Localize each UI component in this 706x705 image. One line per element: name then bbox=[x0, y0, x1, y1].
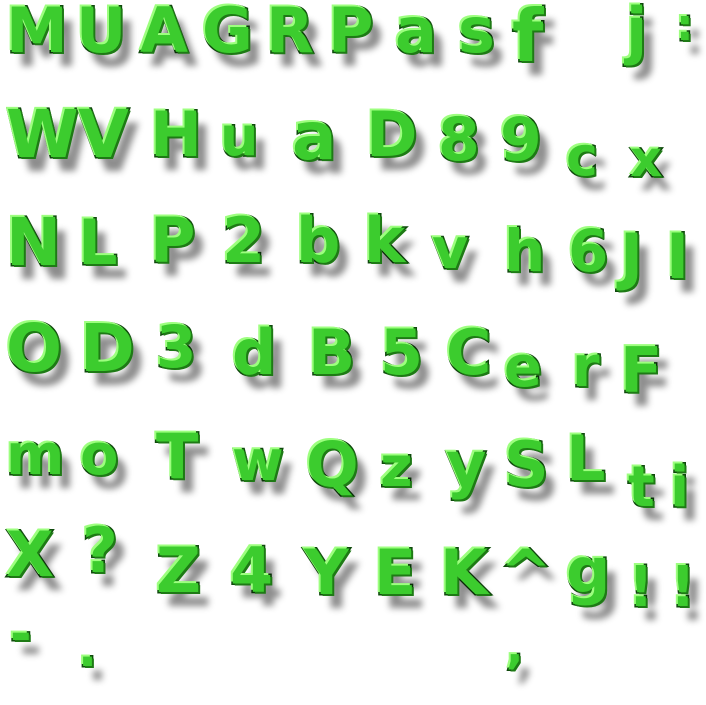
glyph-D-r1c5: D bbox=[366, 98, 418, 171]
glyph-t-r4c9: t bbox=[628, 455, 655, 520]
glyph-X-r5c0: X bbox=[6, 518, 54, 591]
glyph-u-r1c3: u bbox=[220, 105, 259, 168]
glyph-L-r4c8: L bbox=[566, 422, 606, 495]
glyph-B-r3c4: B bbox=[308, 316, 356, 389]
glyph-exclamation-r5c10: ! bbox=[670, 555, 696, 620]
glyph-5-r3c5: 5 bbox=[380, 316, 424, 389]
glyph-E-r5c5: E bbox=[374, 536, 417, 609]
glyph-y-r4c6: y bbox=[446, 428, 487, 501]
glyph-exclamation-r5c9: ! bbox=[628, 555, 654, 620]
glyph-P-r0c5: P bbox=[328, 0, 374, 67]
glyph-S-r4c7: S bbox=[504, 428, 549, 501]
glyph-V-r1c1: V bbox=[78, 96, 130, 173]
glyph-i-r4c10: i bbox=[670, 455, 690, 520]
glyph-J-r2c9: J bbox=[620, 220, 644, 293]
glyph-3-r3c2: 3 bbox=[156, 313, 197, 381]
glyph-question-mark-r5c1: ? bbox=[82, 514, 118, 587]
glyph-8-r1c6: 8 bbox=[438, 105, 480, 175]
glyph-O-r3c0: O bbox=[6, 310, 63, 387]
glyph-F-r3c9: F bbox=[620, 334, 663, 407]
glyph-o-r4c1: o bbox=[80, 423, 119, 488]
glyph-I-r2c10: I bbox=[666, 220, 690, 293]
glyph-v-r2c6: v bbox=[432, 217, 469, 282]
glyph-e-r3c7: e bbox=[504, 335, 542, 400]
glyph-x-r1c9: x bbox=[630, 130, 663, 188]
glyph-d-r3c3: d bbox=[232, 316, 277, 389]
glyph-c-r1c8: c bbox=[566, 125, 599, 188]
glyph-period-r6c1: . bbox=[78, 620, 97, 678]
glyph-U-r0c1: U bbox=[76, 0, 127, 67]
glyph-Y-r5c4: Y bbox=[304, 536, 349, 609]
glyph-L-r2c1: L bbox=[78, 206, 118, 279]
glyph-K-r5c6: K bbox=[440, 536, 489, 609]
glyph-2-r2c3: 2 bbox=[222, 204, 266, 277]
glyph-M-r0c0: M bbox=[6, 0, 68, 67]
glyph-comma-r6c2: , bbox=[506, 620, 524, 674]
glyph-j-r0c9: j bbox=[626, 0, 648, 67]
glyph-D-r3c1: D bbox=[80, 310, 135, 387]
glyph-h-r2c7: h bbox=[504, 217, 546, 285]
glyph-N-r2c0: N bbox=[6, 204, 62, 281]
glyph-k-r2c5: k bbox=[364, 204, 406, 277]
glyph-caret-r5c7: ^ bbox=[500, 536, 552, 609]
glyph-f-r0c8: f bbox=[512, 0, 544, 78]
glyph-Z-r5c2: Z bbox=[156, 534, 201, 607]
glyph-w-r4c3: w bbox=[232, 429, 284, 494]
glyph-H-r1c2: H bbox=[150, 98, 202, 171]
glyph-C-r3c6: C bbox=[446, 316, 492, 389]
glyph-colon-r0c10: : bbox=[676, 0, 694, 51]
glyph-T-r4c2: T bbox=[156, 420, 199, 493]
glyph-W-r1c0: W bbox=[6, 96, 79, 173]
glyph-r-r3c8: r bbox=[572, 335, 600, 400]
glyph-G-r0c3: G bbox=[202, 0, 253, 67]
glyph-P-r2c2: P bbox=[150, 204, 196, 277]
glyph-s-r0c7: s bbox=[458, 0, 495, 67]
glyph-g-r5c8: g bbox=[566, 534, 611, 607]
glyph-dash-r6c0: - bbox=[10, 604, 32, 664]
glyph-A-r0c2: A bbox=[140, 0, 188, 67]
glyph-a-r1c4: a bbox=[292, 98, 337, 175]
glyph-6-r2c8: 6 bbox=[568, 217, 609, 285]
glyph-z-r4c5: z bbox=[380, 435, 413, 500]
glyph-4-r5c3: 4 bbox=[230, 534, 274, 607]
glyph-Q-r4c4: Q bbox=[306, 428, 359, 501]
glyph-9-r1c7: 9 bbox=[500, 105, 542, 175]
glyph-b-r2c4: b bbox=[296, 204, 341, 277]
glyph-a-r0c6: a bbox=[395, 0, 437, 67]
glyph-m-r4c0: m bbox=[6, 423, 65, 488]
glyph-R-r0c4: R bbox=[266, 0, 314, 67]
